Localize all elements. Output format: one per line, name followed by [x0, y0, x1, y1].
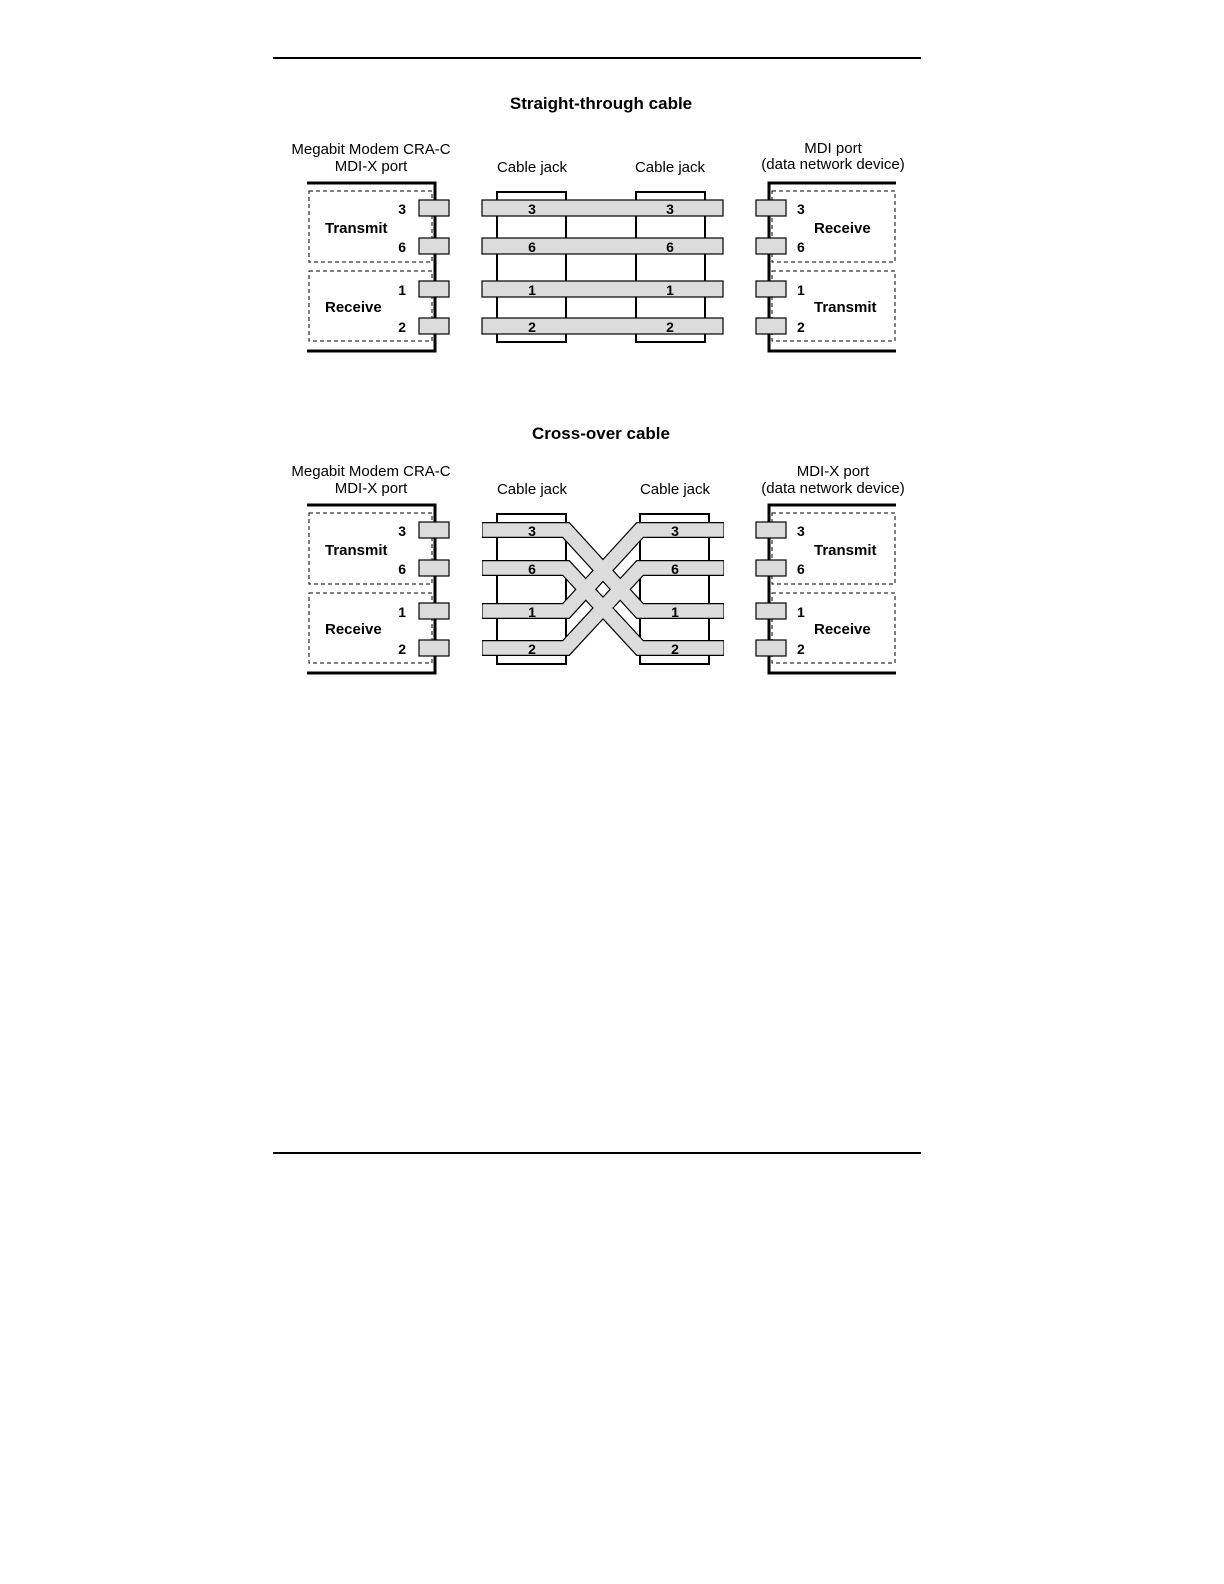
group-label: Transmit — [814, 542, 877, 559]
pin-contact — [419, 200, 449, 216]
pin-label: 6 — [398, 239, 406, 255]
left-device-frame — [307, 183, 435, 351]
group-label: Transmit — [814, 299, 877, 316]
pin-label: 2 — [797, 641, 805, 657]
pin-label: 3 — [797, 201, 805, 217]
wire-pin-label: 2 — [528, 641, 536, 657]
pin-contact — [419, 640, 449, 656]
group-label: Receive — [325, 299, 382, 316]
right-device-name: MDI port — [804, 140, 862, 157]
wire — [482, 200, 723, 216]
pin-contact — [419, 522, 449, 538]
wire-pin-label: 1 — [528, 604, 536, 620]
wire-pin-label: 3 — [528, 201, 536, 217]
right-device — [756, 140, 905, 351]
pin-contact — [756, 318, 786, 334]
group-label: Receive — [325, 621, 382, 638]
pin-contact — [756, 603, 786, 619]
pin-label: 2 — [398, 641, 406, 657]
pin-contact — [756, 522, 786, 538]
group-label: Transmit — [325, 542, 388, 559]
straight-through-diagram — [291, 94, 904, 351]
cable-jack-label: Cable jack — [634, 159, 706, 176]
group-label: Transmit — [325, 220, 388, 237]
pin-contact — [419, 238, 449, 254]
pin-contact — [756, 281, 786, 297]
pin-contact — [419, 281, 449, 297]
pin-label: 2 — [398, 319, 406, 335]
pin-contact — [419, 560, 449, 576]
right-device — [756, 463, 905, 673]
pin-label: 3 — [398, 523, 406, 539]
pin-label: 6 — [797, 239, 805, 255]
wire-pin-label: 3 — [666, 201, 674, 217]
pin-label: 6 — [398, 561, 406, 577]
pin-label: 3 — [797, 523, 805, 539]
wire-pin-label: 1 — [528, 282, 536, 298]
pin-label: 1 — [398, 282, 406, 298]
cable-jack-label: Cable jack — [496, 481, 568, 498]
right-device-port: (data network device) — [761, 480, 905, 497]
pin-label: 2 — [797, 319, 805, 335]
right-device-frame — [769, 183, 896, 351]
wire-pin-label: 2 — [671, 641, 679, 657]
wire-pin-label: 2 — [528, 319, 536, 335]
wire-pin-label: 6 — [528, 561, 536, 577]
wire-pin-label: 6 — [528, 239, 536, 255]
wire — [482, 318, 723, 334]
left-device-name: Megabit Modem CRA-C — [291, 463, 451, 480]
cable-jack-label: Cable jack — [639, 481, 711, 498]
left-device — [291, 463, 450, 673]
wire-pin-label: 1 — [671, 604, 679, 620]
wire — [482, 238, 723, 254]
left-device-name: Megabit Modem CRA-C — [291, 141, 451, 158]
pin-contact — [756, 200, 786, 216]
right-device-port: (data network device) — [761, 156, 905, 173]
group-label: Receive — [814, 621, 871, 638]
left-device-frame — [307, 505, 435, 673]
group-label: Receive — [814, 220, 871, 237]
pin-contact — [756, 640, 786, 656]
wire-pin-label: 3 — [528, 523, 536, 539]
cable-jack-label: Cable jack — [496, 159, 568, 176]
wire-pin-label: 6 — [671, 561, 679, 577]
pin-contact — [756, 238, 786, 254]
left-device — [291, 141, 450, 351]
left-device-port: MDI-X port — [334, 480, 408, 497]
wire-pin-label: 3 — [671, 523, 679, 539]
pin-label: 1 — [398, 604, 406, 620]
wire-pin-label: 6 — [666, 239, 674, 255]
diagram-title: Cross-over cable — [532, 424, 670, 443]
left-device-port: MDI-X port — [334, 158, 408, 175]
right-device-name: MDI-X port — [796, 463, 870, 480]
pin-contact — [756, 560, 786, 576]
wire-pin-label: 1 — [666, 282, 674, 298]
wire-pin-label: 2 — [666, 319, 674, 335]
pin-contact — [419, 603, 449, 619]
pin-label: 1 — [797, 282, 805, 298]
pin-label: 6 — [797, 561, 805, 577]
diagram-title: Straight-through cable — [509, 94, 693, 113]
pin-label: 1 — [797, 604, 805, 620]
wire — [482, 281, 723, 297]
pin-label: 3 — [398, 201, 406, 217]
right-device-frame — [769, 505, 896, 673]
cross-over-diagram — [291, 424, 904, 673]
pin-contact — [419, 318, 449, 334]
